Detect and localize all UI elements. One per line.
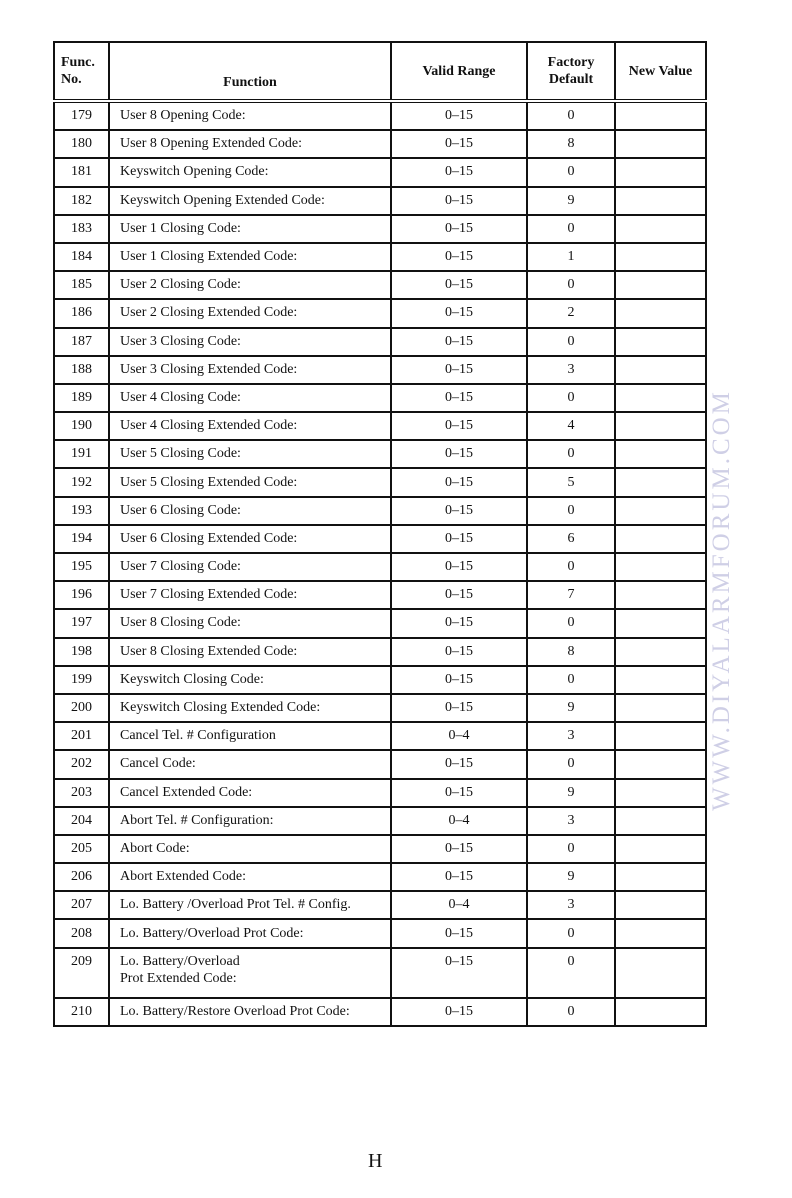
factory-default-cell: 3 xyxy=(527,356,615,384)
new-value-cell[interactable] xyxy=(615,215,706,243)
factory-default-cell: 6 xyxy=(527,525,615,553)
function-cell: User 7 Closing Extended Code: xyxy=(109,581,391,609)
valid-range-cell: 0–15 xyxy=(391,609,527,637)
function-cell: Lo. Battery /Overload Prot Tel. # Config. xyxy=(109,891,391,919)
valid-range-cell: 0–15 xyxy=(391,440,527,468)
table-row xyxy=(54,468,706,496)
function-cell: Abort Code: xyxy=(109,835,391,863)
table-row xyxy=(54,722,706,750)
new-value-cell[interactable] xyxy=(615,412,706,440)
new-value-cell[interactable] xyxy=(615,158,706,186)
table-row xyxy=(54,243,706,271)
factory-default-cell: 0 xyxy=(527,919,615,947)
factory-default-cell: 0 xyxy=(527,497,615,525)
function-cell: User 1 Closing Extended Code: xyxy=(109,243,391,271)
new-value-cell[interactable] xyxy=(615,666,706,694)
func-no-cell: 205 xyxy=(54,835,109,863)
function-table xyxy=(53,41,707,1027)
valid-range-cell: 0–15 xyxy=(391,835,527,863)
table-row xyxy=(54,948,706,998)
valid-range-cell: 0–15 xyxy=(391,497,527,525)
table-row xyxy=(54,835,706,863)
func-no-cell: 188 xyxy=(54,356,109,384)
func-no-cell: 185 xyxy=(54,271,109,299)
new-value-cell[interactable] xyxy=(615,440,706,468)
valid-range-cell: 0–15 xyxy=(391,998,527,1026)
new-value-cell[interactable] xyxy=(615,919,706,947)
valid-range-cell: 0–15 xyxy=(391,553,527,581)
func-no-cell: 210 xyxy=(54,998,109,1026)
function-cell: User 8 Opening Code: xyxy=(109,101,391,130)
factory-default-cell: 0 xyxy=(527,835,615,863)
func-no-cell: 194 xyxy=(54,525,109,553)
new-value-cell[interactable] xyxy=(615,356,706,384)
new-value-cell[interactable] xyxy=(615,468,706,496)
new-value-cell[interactable] xyxy=(615,525,706,553)
valid-range-cell: 0–15 xyxy=(391,215,527,243)
func-no-cell: 202 xyxy=(54,750,109,778)
func-no-cell: 199 xyxy=(54,666,109,694)
header-valid-range: Valid Range xyxy=(391,42,527,101)
header-factory-default: Factory Default xyxy=(527,42,615,101)
page-footer-letter: H xyxy=(368,1150,383,1172)
new-value-cell[interactable] xyxy=(615,609,706,637)
table-row xyxy=(54,101,706,130)
function-cell: Keyswitch Opening Extended Code: xyxy=(109,187,391,215)
new-value-cell[interactable] xyxy=(615,722,706,750)
new-value-cell[interactable] xyxy=(615,581,706,609)
table-row xyxy=(54,525,706,553)
function-cell: User 4 Closing Extended Code: xyxy=(109,412,391,440)
new-value-cell[interactable] xyxy=(615,891,706,919)
valid-range-cell: 0–15 xyxy=(391,356,527,384)
table-row xyxy=(54,553,706,581)
valid-range-cell: 0–15 xyxy=(391,779,527,807)
table-row xyxy=(54,299,706,327)
table-row xyxy=(54,215,706,243)
function-cell: User 2 Closing Code: xyxy=(109,271,391,299)
factory-default-cell: 9 xyxy=(527,694,615,722)
header-func-no: Func. No. xyxy=(54,42,109,101)
table-row xyxy=(54,440,706,468)
valid-range-cell: 0–15 xyxy=(391,101,527,130)
factory-default-cell: 3 xyxy=(527,722,615,750)
valid-range-cell: 0–15 xyxy=(391,525,527,553)
function-cell: Lo. Battery/Restore Overload Prot Code: xyxy=(109,998,391,1026)
func-no-cell: 207 xyxy=(54,891,109,919)
function-cell: User 5 Closing Extended Code: xyxy=(109,468,391,496)
function-cell: User 3 Closing Code: xyxy=(109,328,391,356)
table-row xyxy=(54,412,706,440)
new-value-cell[interactable] xyxy=(615,750,706,778)
factory-default-cell: 0 xyxy=(527,666,615,694)
function-cell: Keyswitch Closing Extended Code: xyxy=(109,694,391,722)
valid-range-cell: 0–15 xyxy=(391,750,527,778)
factory-default-cell: 0 xyxy=(527,384,615,412)
table-row xyxy=(54,158,706,186)
table-row xyxy=(54,384,706,412)
valid-range-cell: 0–15 xyxy=(391,581,527,609)
function-cell: Keyswitch Closing Code: xyxy=(109,666,391,694)
func-no-cell: 181 xyxy=(54,158,109,186)
factory-default-cell: 0 xyxy=(527,271,615,299)
function-cell: Abort Tel. # Configuration: xyxy=(109,807,391,835)
new-value-cell[interactable] xyxy=(615,299,706,327)
new-value-cell[interactable] xyxy=(615,998,706,1026)
factory-default-cell: 0 xyxy=(527,553,615,581)
function-cell: User 8 Closing Extended Code: xyxy=(109,638,391,666)
factory-default-cell: 0 xyxy=(527,158,615,186)
table-row xyxy=(54,609,706,637)
factory-default-cell: 3 xyxy=(527,891,615,919)
table-row xyxy=(54,271,706,299)
function-cell: User 6 Closing Code: xyxy=(109,497,391,525)
valid-range-cell: 0–15 xyxy=(391,187,527,215)
factory-default-cell: 0 xyxy=(527,998,615,1026)
table-row xyxy=(54,638,706,666)
factory-default-cell: 0 xyxy=(527,750,615,778)
new-value-cell[interactable] xyxy=(615,835,706,863)
valid-range-cell: 0–15 xyxy=(391,412,527,440)
valid-range-cell: 0–15 xyxy=(391,638,527,666)
func-no-cell: 187 xyxy=(54,328,109,356)
valid-range-cell: 0–15 xyxy=(391,694,527,722)
function-cell: User 8 Closing Code: xyxy=(109,609,391,637)
factory-default-cell: 9 xyxy=(527,187,615,215)
new-value-cell[interactable] xyxy=(615,779,706,807)
table-row xyxy=(54,497,706,525)
function-cell: User 4 Closing Code: xyxy=(109,384,391,412)
valid-range-cell: 0–4 xyxy=(391,807,527,835)
table-row xyxy=(54,863,706,891)
factory-default-cell: 4 xyxy=(527,412,615,440)
func-no-cell: 189 xyxy=(54,384,109,412)
table-header xyxy=(54,42,706,101)
function-cell: User 8 Opening Extended Code: xyxy=(109,130,391,158)
func-no-cell: 197 xyxy=(54,609,109,637)
function-cell: User 1 Closing Code: xyxy=(109,215,391,243)
func-no-cell: 201 xyxy=(54,722,109,750)
function-cell: Lo. Battery/Overload Prot Extended Code: xyxy=(109,948,391,998)
func-no-cell: 206 xyxy=(54,863,109,891)
valid-range-cell: 0–15 xyxy=(391,130,527,158)
table-row xyxy=(54,891,706,919)
function-cell: User 7 Closing Code: xyxy=(109,553,391,581)
func-no-cell: 200 xyxy=(54,694,109,722)
new-value-cell[interactable] xyxy=(615,948,706,998)
new-value-cell[interactable] xyxy=(615,101,706,130)
valid-range-cell: 0–15 xyxy=(391,271,527,299)
factory-default-cell: 8 xyxy=(527,638,615,666)
function-cell: Lo. Battery/Overload Prot Code: xyxy=(109,919,391,947)
factory-default-cell: 2 xyxy=(527,299,615,327)
watermark: WWW.DIYALARMFORUM.COM xyxy=(708,389,735,811)
factory-default-cell: 0 xyxy=(527,948,615,998)
header-function: Function xyxy=(109,42,391,101)
func-no-cell: 191 xyxy=(54,440,109,468)
valid-range-cell: 0–4 xyxy=(391,722,527,750)
new-value-cell[interactable] xyxy=(615,328,706,356)
function-cell: User 2 Closing Extended Code: xyxy=(109,299,391,327)
factory-default-cell: 8 xyxy=(527,130,615,158)
valid-range-cell: 0–15 xyxy=(391,299,527,327)
valid-range-cell: 0–15 xyxy=(391,468,527,496)
valid-range-cell: 0–15 xyxy=(391,919,527,947)
valid-range-cell: 0–15 xyxy=(391,158,527,186)
table-row xyxy=(54,750,706,778)
valid-range-cell: 0–15 xyxy=(391,948,527,998)
factory-default-cell: 0 xyxy=(527,609,615,637)
func-no-cell: 190 xyxy=(54,412,109,440)
function-cell: User 3 Closing Extended Code: xyxy=(109,356,391,384)
table-row xyxy=(54,328,706,356)
new-value-cell[interactable] xyxy=(615,553,706,581)
new-value-cell[interactable] xyxy=(615,694,706,722)
func-no-cell: 182 xyxy=(54,187,109,215)
new-value-cell[interactable] xyxy=(615,638,706,666)
new-value-cell[interactable] xyxy=(615,863,706,891)
func-no-cell: 204 xyxy=(54,807,109,835)
function-cell: Cancel Tel. # Configuration xyxy=(109,722,391,750)
table-row xyxy=(54,694,706,722)
valid-range-cell: 0–15 xyxy=(391,243,527,271)
func-no-cell: 208 xyxy=(54,919,109,947)
table-row xyxy=(54,356,706,384)
table-row xyxy=(54,998,706,1026)
table-row xyxy=(54,581,706,609)
valid-range-cell: 0–15 xyxy=(391,328,527,356)
new-value-cell[interactable] xyxy=(615,130,706,158)
valid-range-cell: 0–15 xyxy=(391,384,527,412)
func-no-cell: 180 xyxy=(54,130,109,158)
factory-default-cell: 5 xyxy=(527,468,615,496)
table-row xyxy=(54,130,706,158)
function-cell: Abort Extended Code: xyxy=(109,863,391,891)
new-value-cell[interactable] xyxy=(615,384,706,412)
table-row xyxy=(54,666,706,694)
table-row xyxy=(54,779,706,807)
func-no-cell: 193 xyxy=(54,497,109,525)
new-value-cell[interactable] xyxy=(615,497,706,525)
factory-default-cell: 3 xyxy=(527,807,615,835)
func-no-cell: 203 xyxy=(54,779,109,807)
function-cell: Keyswitch Opening Code: xyxy=(109,158,391,186)
table-row xyxy=(54,187,706,215)
factory-default-cell: 1 xyxy=(527,243,615,271)
factory-default-cell: 9 xyxy=(527,863,615,891)
table-row xyxy=(54,807,706,835)
func-no-cell: 179 xyxy=(54,101,109,130)
factory-default-cell: 0 xyxy=(527,440,615,468)
table-row xyxy=(54,919,706,947)
factory-default-cell: 0 xyxy=(527,101,615,130)
factory-default-cell: 7 xyxy=(527,581,615,609)
func-no-cell: 198 xyxy=(54,638,109,666)
function-cell: Cancel Code: xyxy=(109,750,391,778)
function-cell: User 5 Closing Code: xyxy=(109,440,391,468)
func-no-cell: 183 xyxy=(54,215,109,243)
new-value-cell[interactable] xyxy=(615,187,706,215)
func-no-cell: 196 xyxy=(54,581,109,609)
factory-default-cell: 9 xyxy=(527,779,615,807)
factory-default-cell: 0 xyxy=(527,215,615,243)
valid-range-cell: 0–15 xyxy=(391,863,527,891)
new-value-cell[interactable] xyxy=(615,243,706,271)
func-no-cell: 192 xyxy=(54,468,109,496)
new-value-cell[interactable] xyxy=(615,271,706,299)
function-cell: User 6 Closing Extended Code: xyxy=(109,525,391,553)
valid-range-cell: 0–4 xyxy=(391,891,527,919)
func-no-cell: 184 xyxy=(54,243,109,271)
func-no-cell: 195 xyxy=(54,553,109,581)
valid-range-cell: 0–15 xyxy=(391,666,527,694)
new-value-cell[interactable] xyxy=(615,807,706,835)
func-no-cell: 186 xyxy=(54,299,109,327)
header-new-value: New Value xyxy=(615,42,706,101)
func-no-cell: 209 xyxy=(54,948,109,998)
factory-default-cell: 0 xyxy=(527,328,615,356)
function-cell: Cancel Extended Code: xyxy=(109,779,391,807)
